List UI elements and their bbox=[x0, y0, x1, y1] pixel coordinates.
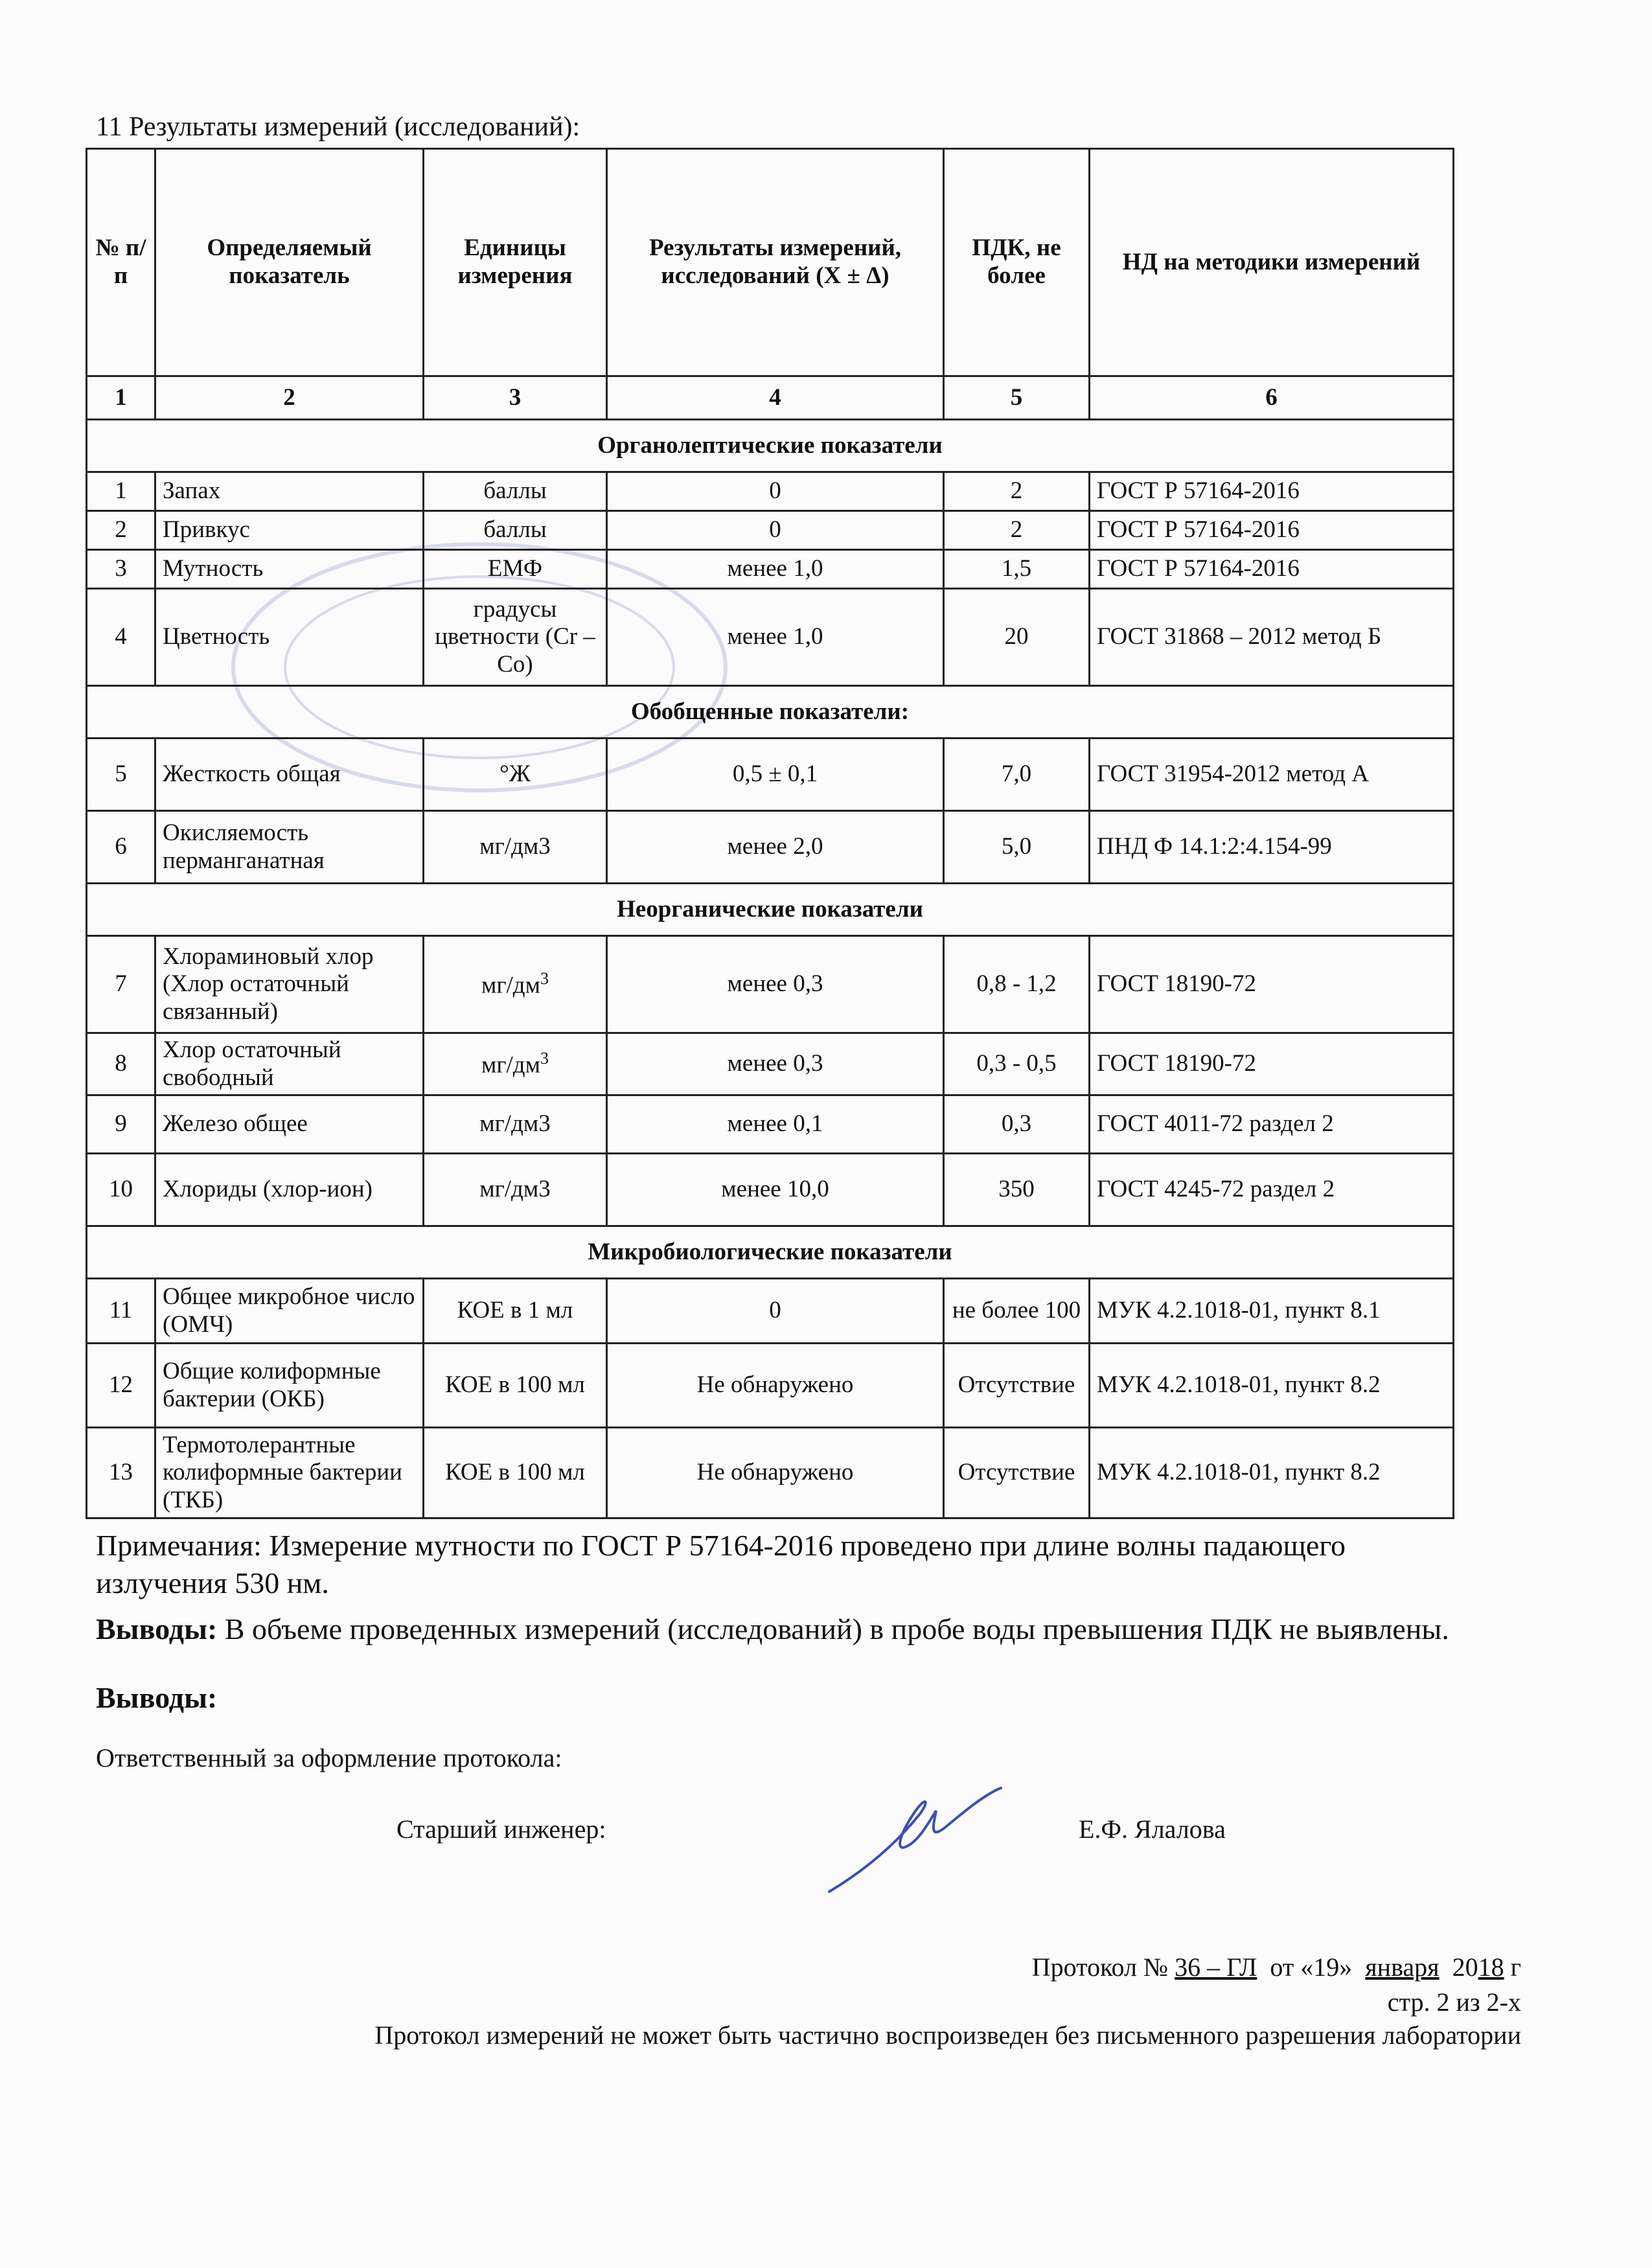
position-label: Старший инженер: bbox=[396, 1815, 606, 1844]
unit: баллы bbox=[424, 511, 607, 550]
protocol-month: января bbox=[1365, 1953, 1440, 1982]
conclusion-1 bbox=[96, 1610, 1469, 1648]
method-document: ГОСТ 18190-72 bbox=[1090, 936, 1454, 1033]
table-row bbox=[87, 511, 1454, 550]
row-number: 12 bbox=[87, 1344, 155, 1428]
unit bbox=[424, 936, 607, 1033]
row-number: 6 bbox=[87, 811, 155, 884]
pdk: 2 bbox=[944, 472, 1090, 511]
unit-superscript: 3 bbox=[540, 1049, 549, 1068]
indicator-name: Хлориды (хлор-ион) bbox=[155, 1154, 424, 1226]
table-row bbox=[87, 1154, 1454, 1226]
remark bbox=[96, 1527, 1469, 1601]
unit: ЕМФ bbox=[424, 550, 607, 589]
indicator-name: Железо общее bbox=[155, 1095, 424, 1154]
column-number: 1 bbox=[87, 376, 155, 420]
pdk: 0,3 - 0,5 bbox=[944, 1033, 1090, 1095]
result: Не обнаружено bbox=[607, 1428, 944, 1518]
result: 0,5 ± 0,1 bbox=[607, 739, 944, 811]
protocol-year-prefix: 20 bbox=[1439, 1953, 1478, 1982]
header-cell: № п/п bbox=[87, 149, 155, 376]
unit: °Ж bbox=[424, 739, 607, 811]
unit: мг/дм3 bbox=[424, 811, 607, 884]
unit: мг/дм3 bbox=[424, 1095, 607, 1154]
notes-block bbox=[96, 1527, 1469, 1716]
conclusion-1-text: В объеме проведенных измерений (исследований) в пробе воды превышения ПДК не выявлены. bbox=[217, 1612, 1449, 1645]
indicator-name: Окисляемость перманганатная bbox=[155, 811, 424, 884]
method-document: МУК 4.2.1018-01, пункт 8.2 bbox=[1090, 1428, 1454, 1518]
result: менее 1,0 bbox=[607, 550, 944, 589]
conclusion-1-label: Выводы: bbox=[96, 1612, 218, 1645]
method-document: ГОСТ Р 57164-2016 bbox=[1090, 472, 1454, 511]
table-row bbox=[87, 472, 1454, 511]
indicator-name: Мутность bbox=[155, 550, 424, 589]
unit: мг/дм3 bbox=[424, 1154, 607, 1226]
protocol-from: от «19» bbox=[1257, 1953, 1366, 1982]
result: 0 bbox=[607, 1279, 944, 1344]
group-row bbox=[87, 884, 1454, 936]
pdk: 0,3 bbox=[944, 1095, 1090, 1154]
unit bbox=[424, 1033, 607, 1095]
indicator-name: Запах bbox=[155, 472, 424, 511]
row-number: 7 bbox=[87, 936, 155, 1033]
method-document: ГОСТ Р 57164-2016 bbox=[1090, 511, 1454, 550]
row-number: 4 bbox=[87, 589, 155, 686]
group-row bbox=[87, 420, 1454, 472]
indicator-name: Привкус bbox=[155, 511, 424, 550]
indicator-name: Общие колиформные бактерии (ОКБ) bbox=[155, 1344, 424, 1428]
row-number: 10 bbox=[87, 1154, 155, 1226]
group-title: Обобщенные показатели: bbox=[87, 686, 1454, 739]
header-cell: Результаты измерений, исследований (X ± Δ) bbox=[607, 149, 944, 376]
group-title: Органолептические показатели bbox=[87, 420, 1454, 472]
result: менее 0,1 bbox=[607, 1095, 944, 1154]
unit: градусы цветности (Cr – Co) bbox=[424, 589, 607, 686]
indicator-name: Термотолерантные колиформные бактерии (ТКБ) bbox=[155, 1428, 424, 1518]
result: 0 bbox=[607, 472, 944, 511]
pdk: 7,0 bbox=[944, 739, 1090, 811]
header-cell: ПДК, не более bbox=[944, 149, 1090, 376]
indicator-name: Общее микробное число (ОМЧ) bbox=[155, 1279, 424, 1344]
header-cell: Определяемый показатель bbox=[155, 149, 424, 376]
indicator-name: Жесткость общая bbox=[155, 739, 424, 811]
header-cell: НД на методики измерений bbox=[1090, 149, 1454, 376]
table-row bbox=[87, 589, 1454, 686]
result: менее 2,0 bbox=[607, 811, 944, 884]
protocol-prefix: Протокол № bbox=[1031, 1953, 1175, 1982]
protocol-year-suffix: 18 bbox=[1478, 1953, 1504, 1982]
unit: КОЕ в 100 мл bbox=[424, 1344, 607, 1428]
row-number: 2 bbox=[87, 511, 155, 550]
protocol-year-end: г bbox=[1504, 1953, 1521, 1982]
table-row bbox=[87, 1095, 1454, 1154]
row-number: 9 bbox=[87, 1095, 155, 1154]
responsible-label: Ответственный за оформление протокола: bbox=[96, 1743, 562, 1772]
column-number-row bbox=[87, 376, 1454, 420]
result: менее 0,3 bbox=[607, 936, 944, 1033]
result: Не обнаружено bbox=[607, 1344, 944, 1428]
unit-text: мг/дм bbox=[481, 1051, 541, 1079]
unit: КОЕ в 1 мл bbox=[424, 1279, 607, 1344]
protocol-number: 36 – ГЛ bbox=[1175, 1953, 1257, 1982]
table-row bbox=[87, 1033, 1454, 1095]
responsible-name: Е.Ф. Ялалова bbox=[1079, 1815, 1226, 1844]
method-document: ГОСТ 18190-72 bbox=[1090, 1033, 1454, 1095]
page-number: стр. 2 из 2-х bbox=[1387, 1987, 1521, 2017]
indicator-name: Хлор остаточный свободный bbox=[155, 1033, 424, 1095]
conclusion-2 bbox=[96, 1679, 1469, 1717]
column-number: 4 bbox=[607, 376, 944, 420]
unit-text: мг/дм bbox=[481, 972, 541, 999]
result: менее 0,3 bbox=[607, 1033, 944, 1095]
pdk: Отсутствие bbox=[944, 1428, 1090, 1518]
row-number: 1 bbox=[87, 472, 155, 511]
table-row bbox=[87, 1279, 1454, 1344]
column-number: 6 bbox=[1090, 376, 1454, 420]
disclaimer: Протокол измерений не может быть частично воспроизведен без письменного разрешения лаборатории bbox=[374, 2021, 1521, 2050]
table-row bbox=[87, 1344, 1454, 1428]
column-number: 3 bbox=[424, 376, 607, 420]
footer bbox=[1032, 1950, 1521, 2020]
row-number: 11 bbox=[87, 1279, 155, 1344]
section-title: 11 Результаты измерений (исследований): bbox=[96, 112, 580, 142]
indicator-name: Хлораминовый хлор (Хлор остаточный связанный) bbox=[155, 936, 424, 1033]
result: менее 10,0 bbox=[607, 1154, 944, 1226]
method-document: ГОСТ Р 57164-2016 bbox=[1090, 550, 1454, 589]
signature bbox=[816, 1775, 1011, 1905]
column-number: 5 bbox=[944, 376, 1090, 420]
method-document: ГОСТ 4245-72 раздел 2 bbox=[1090, 1154, 1454, 1226]
unit: баллы bbox=[424, 472, 607, 511]
table-row bbox=[87, 739, 1454, 811]
pdk: 0,8 - 1,2 bbox=[944, 936, 1090, 1033]
row-number: 13 bbox=[87, 1428, 155, 1518]
table-row bbox=[87, 936, 1454, 1033]
column-number: 2 bbox=[155, 376, 424, 420]
method-document: МУК 4.2.1018-01, пункт 8.2 bbox=[1090, 1344, 1454, 1428]
result: менее 1,0 bbox=[607, 589, 944, 686]
pdk: Отсутствие bbox=[944, 1344, 1090, 1428]
method-document: ГОСТ 31954-2012 метод А bbox=[1090, 739, 1454, 811]
pdk: не более 100 bbox=[944, 1279, 1090, 1344]
protocol-line bbox=[1032, 1950, 1521, 1985]
indicator-name: Цветность bbox=[155, 589, 424, 686]
group-row bbox=[87, 686, 1454, 739]
row-number: 5 bbox=[87, 739, 155, 811]
header-cell: Единицы измерения bbox=[424, 149, 607, 376]
unit: КОЕ в 100 мл bbox=[424, 1428, 607, 1518]
results-table bbox=[86, 148, 1454, 1519]
method-document: ГОСТ 4011-72 раздел 2 bbox=[1090, 1095, 1454, 1154]
remark-text: Измерение мутности по ГОСТ Р 57164-2016 проведено при длине волны падающего излучения 530 нм. bbox=[96, 1529, 1346, 1599]
group-title: Неорганические показатели bbox=[87, 884, 1454, 936]
group-row bbox=[87, 1226, 1454, 1279]
pdk: 20 bbox=[944, 589, 1090, 686]
method-document: ПНД Ф 14.1:2:4.154-99 bbox=[1090, 811, 1454, 884]
result: 0 bbox=[607, 511, 944, 550]
row-number: 8 bbox=[87, 1033, 155, 1095]
table-header-row bbox=[87, 149, 1454, 376]
unit-superscript: 3 bbox=[540, 969, 549, 989]
method-document: ГОСТ 31868 – 2012 метод Б bbox=[1090, 589, 1454, 686]
pdk: 1,5 bbox=[944, 550, 1090, 589]
pdk: 350 bbox=[944, 1154, 1090, 1226]
table-row bbox=[87, 1428, 1454, 1518]
row-number: 3 bbox=[87, 550, 155, 589]
table-row bbox=[87, 811, 1454, 884]
conclusion-2-label: Выводы: bbox=[96, 1680, 218, 1714]
method-document: МУК 4.2.1018-01, пункт 8.1 bbox=[1090, 1279, 1454, 1344]
pdk: 2 bbox=[944, 511, 1090, 550]
group-title: Микробиологические показатели bbox=[87, 1226, 1454, 1279]
table-row bbox=[87, 550, 1454, 589]
remark-label: Примечания: bbox=[96, 1529, 262, 1562]
pdk: 5,0 bbox=[944, 811, 1090, 884]
